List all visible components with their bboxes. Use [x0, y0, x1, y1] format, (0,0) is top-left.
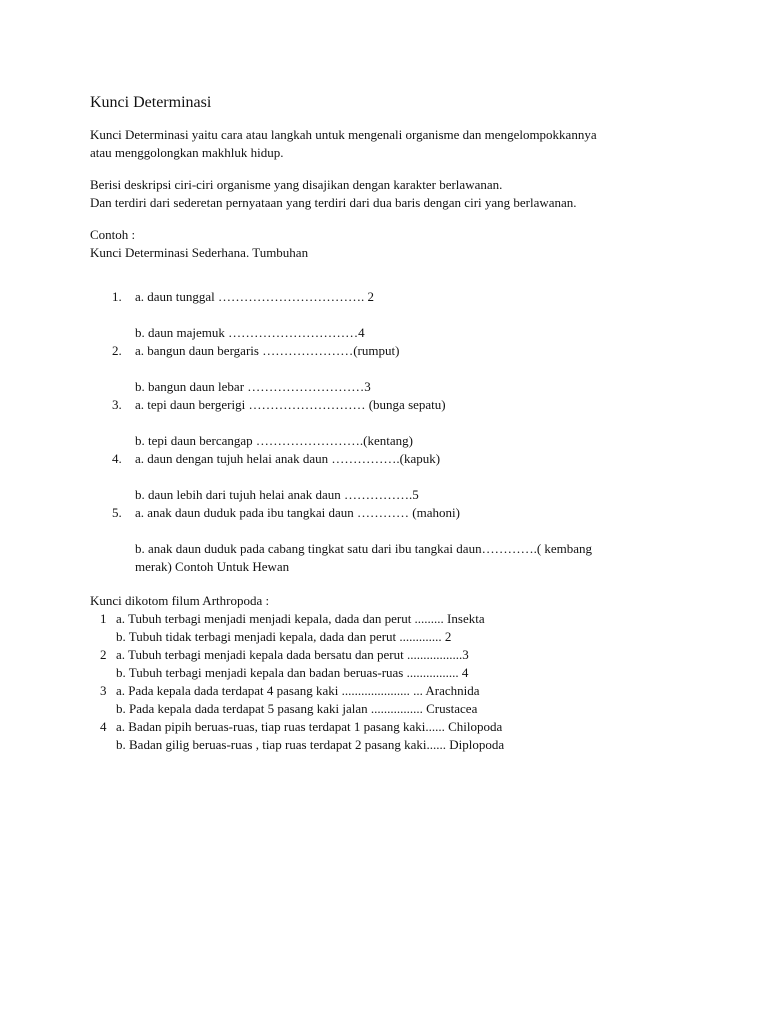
- intro-line-1: Kunci Determinasi yaitu cara atau langkah untuk mengenali organisme dan mengelompokkannya: [90, 127, 597, 142]
- document-title: Kunci Determinasi: [90, 94, 212, 111]
- spacer: [135, 360, 720, 378]
- plant-key-item: [90, 396, 720, 450]
- plant-key-option-b: b. tepi daun bercangap …………………….(kentang): [135, 433, 413, 448]
- arthropoda-key-row: [90, 628, 720, 646]
- plant-key-option-a: a. daun tunggal ……………………………. 2: [135, 289, 375, 304]
- arthropoda-key-row: [90, 610, 720, 628]
- plant-key-number: 4.: [112, 451, 122, 466]
- plant-key-option-a: a. bangun daun bergaris …………………(rumput): [135, 343, 400, 358]
- spacer: [135, 414, 720, 432]
- arthropoda-key-row: [90, 700, 720, 718]
- arthropoda-key-row: [90, 718, 720, 736]
- spacer: [135, 468, 720, 486]
- spacer: [135, 306, 720, 324]
- plant-key-number: 2.: [112, 343, 122, 358]
- spacer: [90, 212, 720, 226]
- arthropoda-key-text: b. Tubuh terbagi menjadi kepala dan badan beruas-ruas ................ 4: [116, 665, 469, 680]
- arthropoda-key-number: 1: [100, 611, 107, 626]
- example-title: Kunci Determinasi Sederhana. Tumbuhan: [90, 245, 309, 260]
- example-label: Contoh :: [90, 227, 136, 242]
- plant-key-item: [90, 288, 720, 342]
- plant-key-list: [90, 288, 720, 576]
- arthropoda-key-row: [90, 646, 720, 664]
- plant-key-option-a: a. anak daun duduk pada ibu tangkai daun ………… (mahoni): [135, 505, 460, 520]
- arthropoda-key-row: [90, 664, 720, 682]
- description-line-1: Berisi deskripsi ciri-ciri organisme yang disajikan dengan karakter berlawanan.: [90, 177, 503, 192]
- spacer: [90, 576, 720, 592]
- arthropoda-key-text: b. Pada kepala dada terdapat 5 pasang kaki jalan ................ Crustacea: [116, 701, 478, 716]
- intro-line-2: atau menggolongkan makhluk hidup.: [90, 145, 284, 160]
- arthropoda-key-text: a. Pada kepala dada terdapat 4 pasang kaki ..................... ... Arachnida: [116, 683, 480, 698]
- arthropoda-key-row: [90, 682, 720, 700]
- arthropoda-key-number: 2: [100, 647, 107, 662]
- arthropoda-key-text: a. Tubuh terbagi menjadi menjadi kepala, dada dan perut ......... Insekta: [116, 611, 485, 626]
- plant-key-number: 5.: [112, 505, 122, 520]
- plant-key-option-a: a. daun dengan tujuh helai anak daun …………….(kapuk): [135, 451, 441, 466]
- plant-key-option-b: b. anak daun duduk pada cabang tingkat satu dari ibu tangkai daun………….( kembang: [135, 541, 593, 556]
- plant-key-option-b: b. bangun daun lebar ………………………3: [135, 379, 371, 394]
- plant-key-option-a: a. tepi daun bergerigi ……………………… (bunga sepatu): [135, 397, 446, 412]
- description-line-2: Dan terdiri dari sederetan pernyataan yang terdiri dari dua baris dengan ciri yang berlawanan.: [90, 195, 577, 210]
- plant-key-option-b: b. daun majemuk …………………………4: [135, 325, 365, 340]
- document-page: [90, 92, 720, 754]
- spacer: [90, 262, 720, 288]
- plant-key-number: 1.: [112, 289, 122, 304]
- spacer: [90, 162, 720, 176]
- arthropoda-key-row: [90, 736, 720, 754]
- plant-key-option-b: merak) Contoh Untuk Hewan: [135, 559, 290, 574]
- arthropoda-key-text: a. Badan pipih beruas-ruas, tiap ruas terdapat 1 pasang kaki...... Chilopoda: [116, 719, 503, 734]
- plant-key-item: [90, 450, 720, 504]
- arthropoda-key-text: a. Tubuh terbagi menjadi kepala dada bersatu dan perut .................3: [116, 647, 469, 662]
- arthropoda-key-number: 4: [100, 719, 107, 734]
- spacer: [135, 522, 720, 540]
- plant-key-item: [90, 504, 720, 576]
- arthropoda-key-number: 3: [100, 683, 107, 698]
- plant-key-number: 3.: [112, 397, 122, 412]
- plant-key-item: [90, 342, 720, 396]
- arthropoda-key-text: b. Badan gilig beruas-ruas , tiap ruas terdapat 2 pasang kaki...... Diplopoda: [116, 737, 505, 752]
- plant-key-option-b: b. daun lebih dari tujuh helai anak daun …………….5: [135, 487, 419, 502]
- arthropoda-key-text: b. Tubuh tidak terbagi menjadi kepala, dada dan perut ............. 2: [116, 629, 452, 644]
- arthropoda-title: Kunci dikotom filum Arthropoda :: [90, 593, 270, 608]
- arthropoda-key-list: [90, 610, 720, 754]
